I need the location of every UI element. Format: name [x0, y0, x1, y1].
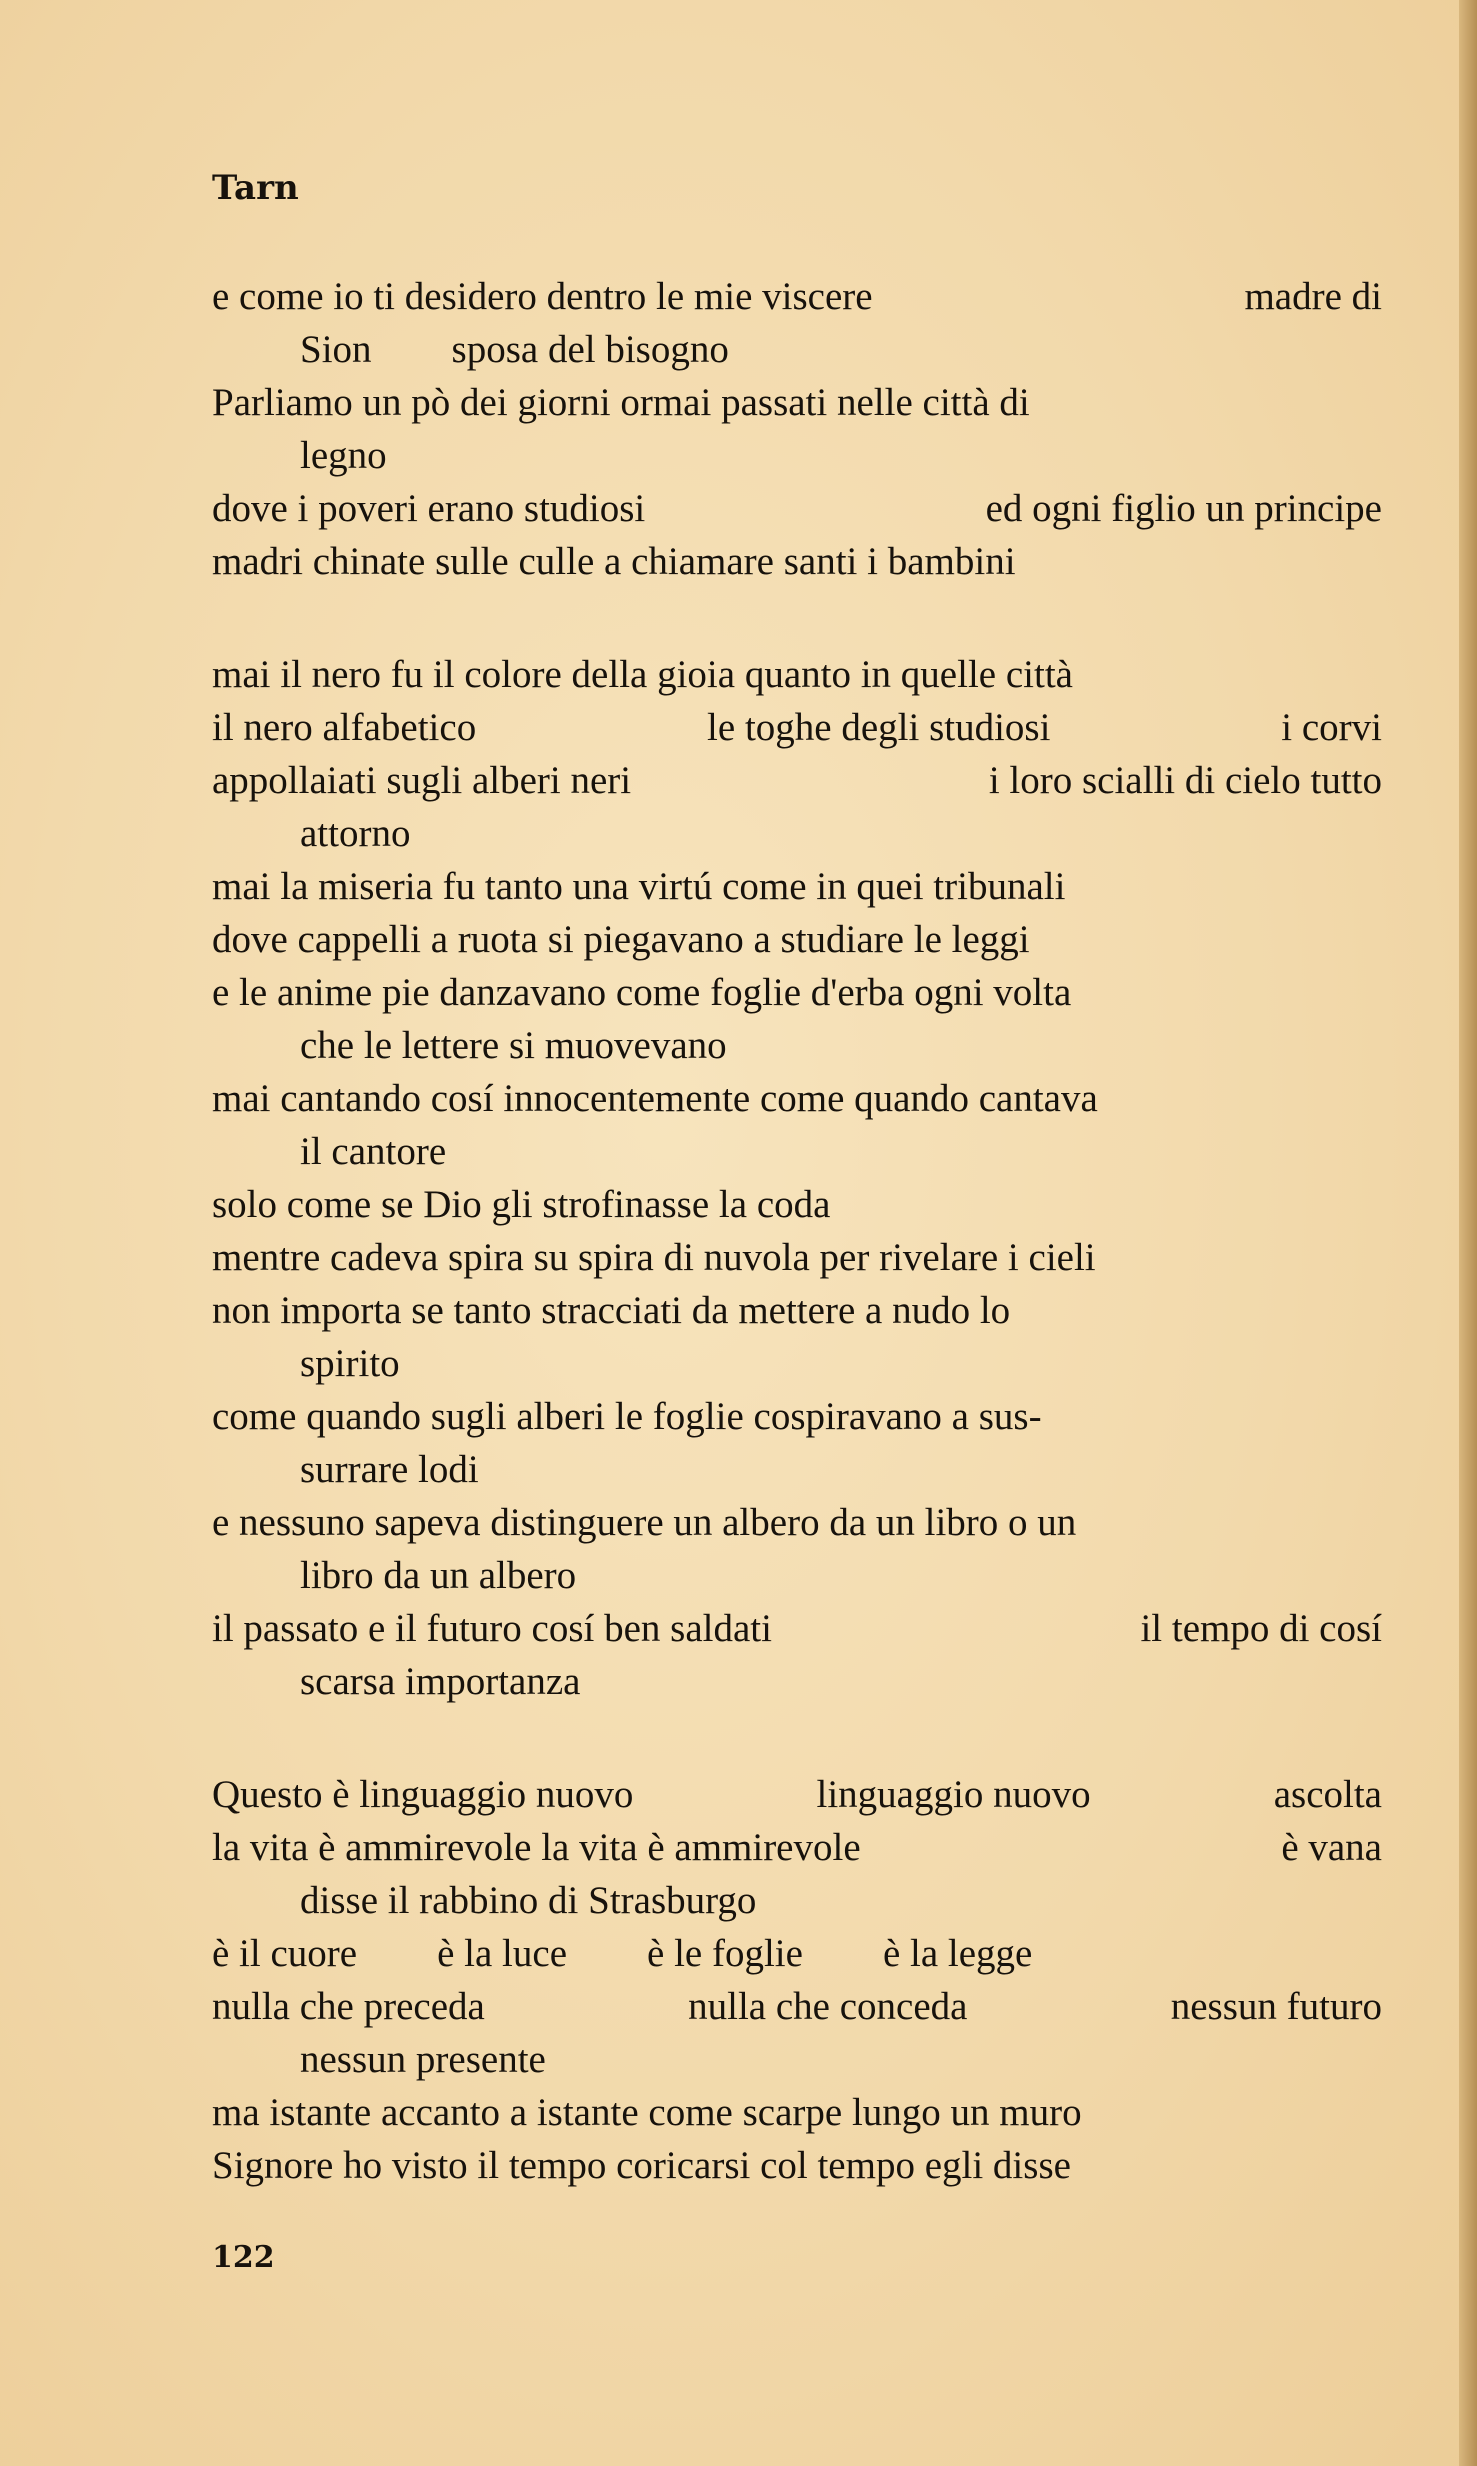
poem-line: Parliamo un pò dei giorni ormai passati nelle città di	[212, 381, 1030, 424]
page-number: 122	[212, 2240, 275, 2275]
poem-line: Signore ho visto il tempo coricarsi col tempo egli disse	[212, 2144, 1071, 2187]
poem-line: legno	[300, 434, 387, 477]
stanza-break	[212, 588, 1382, 648]
poem-line: è il cuore è la luce è le foglie è la legge	[212, 1932, 1033, 1975]
poem-line: e come io ti desidero dentro le mie viscere madre di	[212, 275, 1382, 318]
poem-line: non importa se tanto stracciati da mettere a nudo lo	[212, 1289, 1011, 1332]
poem-line: scarsa importanza	[300, 1660, 581, 1703]
poem-line: nessun presente	[300, 2038, 546, 2081]
poem-line: appollaiati sugli alberi neri i loro scialli di cielo tutto	[212, 759, 1382, 802]
poem-line: come quando sugli alberi le foglie cospiravano a sus-	[212, 1395, 1042, 1438]
page-edge	[1459, 0, 1477, 2466]
poem-line: dove i poveri erano studiosi ed ogni figlio un principe	[212, 487, 1382, 530]
poem-line: il nero alfabetico le toghe degli studiosi i corvi	[212, 706, 1382, 749]
poem-line: nulla che preceda nulla che conceda nessun futuro	[212, 1985, 1382, 2028]
poem-line: disse il rabbino di Strasburgo	[300, 1879, 757, 1922]
poem-line: che le lettere si muovevano	[300, 1024, 727, 1067]
poem-line: surrare lodi	[300, 1448, 479, 1491]
poem-line: solo come se Dio gli strofinasse la coda	[212, 1183, 831, 1226]
poem-line: madri chinate sulle culle a chiamare santi i bambini	[212, 540, 1016, 583]
poem-line: e le anime pie danzavano come foglie d'erba ogni volta	[212, 971, 1072, 1014]
poem-line: mentre cadeva spira su spira di nuvola per rivelare i cieli	[212, 1236, 1096, 1279]
poem-text	[212, 270, 1382, 2192]
poem-line: mai il nero fu il colore della gioia quanto in quelle città	[212, 653, 1073, 696]
poem-line: la vita è ammirevole la vita è ammirevole è vana	[212, 1826, 1382, 1869]
stanza-break	[212, 1708, 1382, 1768]
running-head: Tarn	[212, 168, 299, 208]
poem-line: il cantore	[300, 1130, 447, 1173]
poem-line: ma istante accanto a istante come scarpe lungo un muro	[212, 2091, 1082, 2134]
poem-line: dove cappelli a ruota si piegavano a studiare le leggi	[212, 918, 1030, 961]
poem-line: Questo è linguaggio nuovo linguaggio nuovo ascolta	[212, 1773, 1382, 1816]
poem-line: Sion sposa del bisogno	[300, 328, 729, 371]
poem-line: libro da un albero	[300, 1554, 577, 1597]
poem-line: mai la miseria fu tanto una virtú come in quei tribunali	[212, 865, 1066, 908]
poem-line: il passato e il futuro cosí ben saldati il tempo di cosí	[212, 1607, 1382, 1650]
poem-line: attorno	[300, 812, 411, 855]
poem-line: mai cantando cosí innocentemente come quando cantava	[212, 1077, 1098, 1120]
poem-line: spirito	[300, 1342, 400, 1385]
poem-line: e nessuno sapeva distinguere un albero da un libro o un	[212, 1501, 1077, 1544]
